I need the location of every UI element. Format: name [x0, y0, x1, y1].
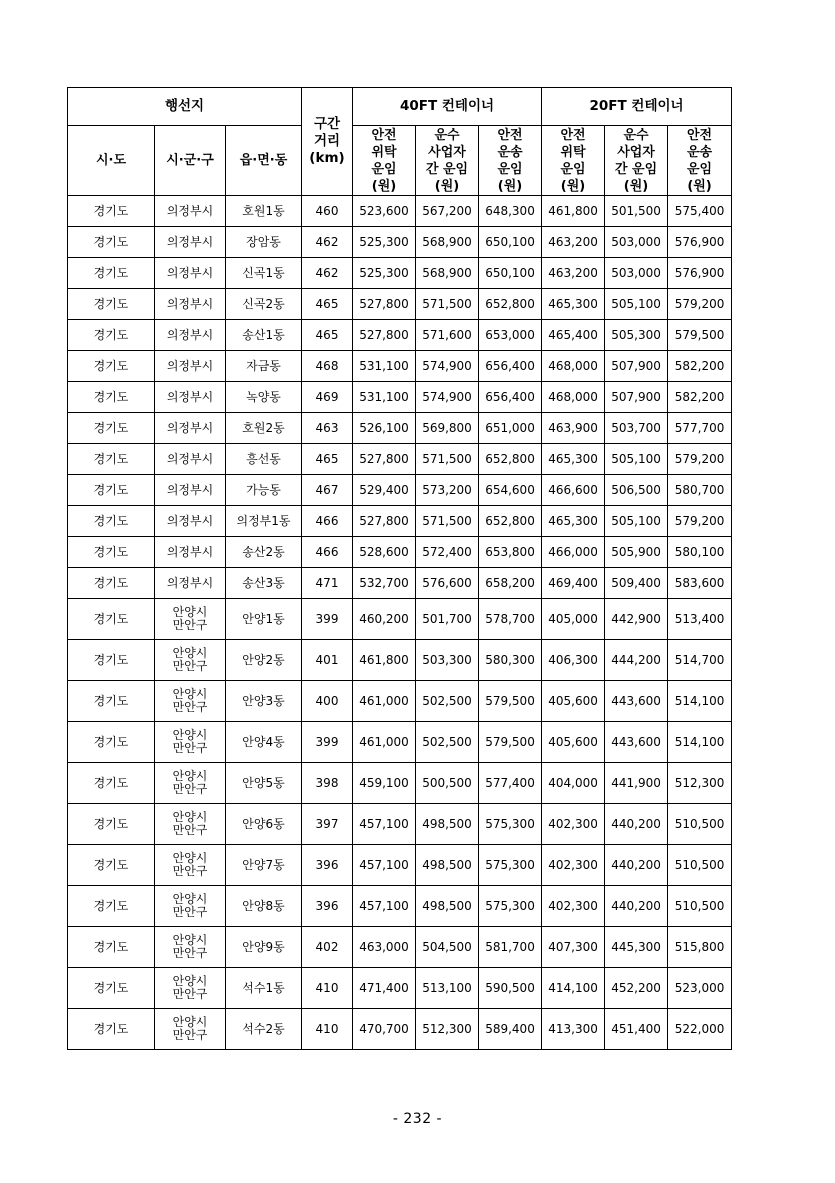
- cell-20ft-safe-consign-rate: 463,200: [542, 227, 605, 258]
- cell-distance-km: 471: [302, 568, 353, 599]
- cell-distance-km: 396: [302, 886, 353, 927]
- cell-20ft-carrier-rate: 505,100: [605, 506, 668, 537]
- cell-sido: 경기도: [68, 227, 155, 258]
- freight-rate-table: [67, 87, 732, 1050]
- table-row: [68, 568, 732, 599]
- cell-40ft-safe-transport-rate: 579,500: [479, 681, 542, 722]
- cell-20ft-safe-consign-rate: 405,000: [542, 599, 605, 640]
- cell-sido: 경기도: [68, 382, 155, 413]
- page-number: - 232 -: [392, 1111, 443, 1127]
- cell-40ft-safe-consign-rate: 470,700: [353, 1009, 416, 1050]
- cell-sido: 경기도: [68, 568, 155, 599]
- cell-40ft-safe-consign-rate: 529,400: [353, 475, 416, 506]
- cell-20ft-carrier-rate: 505,900: [605, 537, 668, 568]
- cell-40ft-carrier-rate: 500,500: [416, 763, 479, 804]
- cell-sido: 경기도: [68, 599, 155, 640]
- cell-eupmyeondong: 녹양동: [226, 382, 302, 413]
- cell-20ft-safe-transport-rate: 580,700: [668, 475, 732, 506]
- cell-20ft-safe-transport-rate: 576,900: [668, 258, 732, 289]
- cell-sido: 경기도: [68, 763, 155, 804]
- cell-40ft-safe-transport-rate: 575,300: [479, 804, 542, 845]
- cell-40ft-safe-consign-rate: 523,600: [353, 196, 416, 227]
- cell-20ft-safe-transport-rate: 575,400: [668, 196, 732, 227]
- cell-sido: 경기도: [68, 196, 155, 227]
- cell-40ft-safe-consign-rate: 457,100: [353, 886, 416, 927]
- cell-sigungu: 안양시 만안구: [155, 722, 226, 763]
- cell-sigungu: 안양시 만안구: [155, 927, 226, 968]
- cell-distance-km: 467: [302, 475, 353, 506]
- cell-20ft-carrier-rate: 503,000: [605, 258, 668, 289]
- cell-40ft-carrier-rate: 571,600: [416, 320, 479, 351]
- cell-20ft-safe-consign-rate: 414,100: [542, 968, 605, 1009]
- cell-sigungu: 안양시 만안구: [155, 763, 226, 804]
- table-row: [68, 382, 732, 413]
- cell-20ft-carrier-rate: 505,100: [605, 289, 668, 320]
- cell-eupmyeondong: 안양7동: [226, 845, 302, 886]
- cell-40ft-safe-transport-rate: 653,800: [479, 537, 542, 568]
- cell-20ft-carrier-rate: 442,900: [605, 599, 668, 640]
- cell-40ft-carrier-rate: 567,200: [416, 196, 479, 227]
- cell-40ft-safe-transport-rate: 580,300: [479, 640, 542, 681]
- cell-sido: 경기도: [68, 722, 155, 763]
- cell-40ft-safe-transport-rate: 652,800: [479, 444, 542, 475]
- cell-40ft-safe-transport-rate: 656,400: [479, 382, 542, 413]
- cell-sido: 경기도: [68, 506, 155, 537]
- cell-distance-km: 398: [302, 763, 353, 804]
- cell-20ft-carrier-rate: 507,900: [605, 382, 668, 413]
- cell-40ft-safe-transport-rate: 577,400: [479, 763, 542, 804]
- cell-sigungu: 안양시 만안구: [155, 640, 226, 681]
- cell-40ft-safe-consign-rate: 531,100: [353, 382, 416, 413]
- cell-40ft-safe-consign-rate: 531,100: [353, 351, 416, 382]
- cell-40ft-safe-transport-rate: 653,000: [479, 320, 542, 351]
- cell-distance-km: 466: [302, 506, 353, 537]
- cell-sigungu: 의정부시: [155, 196, 226, 227]
- cell-distance-km: 469: [302, 382, 353, 413]
- table-row: [68, 927, 732, 968]
- cell-40ft-safe-transport-rate: 652,800: [479, 506, 542, 537]
- cell-20ft-safe-transport-rate: 515,800: [668, 927, 732, 968]
- cell-sigungu: 안양시 만안구: [155, 968, 226, 1009]
- cell-20ft-carrier-rate: 441,900: [605, 763, 668, 804]
- table-row: [68, 258, 732, 289]
- cell-40ft-carrier-rate: 571,500: [416, 289, 479, 320]
- cell-20ft-carrier-rate: 443,600: [605, 681, 668, 722]
- cell-20ft-safe-transport-rate: 523,000: [668, 968, 732, 1009]
- cell-20ft-safe-transport-rate: 579,200: [668, 444, 732, 475]
- cell-sigungu: 안양시 만안구: [155, 1009, 226, 1050]
- cell-40ft-safe-transport-rate: 650,100: [479, 258, 542, 289]
- cell-20ft-carrier-rate: 506,500: [605, 475, 668, 506]
- cell-40ft-safe-transport-rate: 575,300: [479, 845, 542, 886]
- header-20ft-safe-consign-rate: 안전 위탁 운임 (원): [542, 126, 605, 196]
- cell-20ft-safe-transport-rate: 512,300: [668, 763, 732, 804]
- cell-40ft-safe-consign-rate: 459,100: [353, 763, 416, 804]
- cell-20ft-safe-consign-rate: 404,000: [542, 763, 605, 804]
- cell-sido: 경기도: [68, 1009, 155, 1050]
- cell-40ft-safe-consign-rate: 527,800: [353, 444, 416, 475]
- header-40ft-container: 40FT 컨테이너: [353, 88, 542, 126]
- cell-40ft-safe-consign-rate: 471,400: [353, 968, 416, 1009]
- table-row: [68, 681, 732, 722]
- cell-20ft-safe-transport-rate: 579,500: [668, 320, 732, 351]
- cell-40ft-safe-consign-rate: 528,600: [353, 537, 416, 568]
- cell-sigungu: 의정부시: [155, 351, 226, 382]
- cell-sido: 경기도: [68, 320, 155, 351]
- header-40ft-safe-consign-rate: 안전 위탁 운임 (원): [353, 126, 416, 196]
- table-row: [68, 845, 732, 886]
- cell-distance-km: 396: [302, 845, 353, 886]
- cell-40ft-safe-consign-rate: 460,200: [353, 599, 416, 640]
- cell-40ft-safe-transport-rate: 578,700: [479, 599, 542, 640]
- cell-eupmyeondong: 자금동: [226, 351, 302, 382]
- cell-20ft-carrier-rate: 443,600: [605, 722, 668, 763]
- header-eupmyeondong: 읍·면·동: [226, 126, 302, 196]
- cell-sido: 경기도: [68, 640, 155, 681]
- table-row: [68, 763, 732, 804]
- cell-20ft-carrier-rate: 503,700: [605, 413, 668, 444]
- cell-eupmyeondong: 장암동: [226, 227, 302, 258]
- table-row: [68, 475, 732, 506]
- cell-40ft-carrier-rate: 504,500: [416, 927, 479, 968]
- cell-sido: 경기도: [68, 413, 155, 444]
- cell-20ft-safe-transport-rate: 577,700: [668, 413, 732, 444]
- cell-40ft-carrier-rate: 498,500: [416, 845, 479, 886]
- cell-20ft-carrier-rate: 444,200: [605, 640, 668, 681]
- header-40ft-safe-transport-rate: 안전 운송 운임 (원): [479, 126, 542, 196]
- cell-eupmyeondong: 호원2동: [226, 413, 302, 444]
- cell-20ft-safe-consign-rate: 466,000: [542, 537, 605, 568]
- cell-20ft-safe-transport-rate: 510,500: [668, 804, 732, 845]
- cell-sigungu: 의정부시: [155, 444, 226, 475]
- cell-sigungu: 의정부시: [155, 506, 226, 537]
- cell-eupmyeondong: 석수2동: [226, 1009, 302, 1050]
- cell-20ft-safe-transport-rate: 514,700: [668, 640, 732, 681]
- cell-20ft-carrier-rate: 445,300: [605, 927, 668, 968]
- cell-40ft-carrier-rate: 576,600: [416, 568, 479, 599]
- cell-distance-km: 466: [302, 537, 353, 568]
- cell-sigungu: 의정부시: [155, 568, 226, 599]
- cell-eupmyeondong: 안양9동: [226, 927, 302, 968]
- cell-eupmyeondong: 안양6동: [226, 804, 302, 845]
- cell-sigungu: 안양시 만안구: [155, 804, 226, 845]
- cell-40ft-carrier-rate: 573,200: [416, 475, 479, 506]
- table-row: [68, 320, 732, 351]
- cell-40ft-safe-transport-rate: 650,100: [479, 227, 542, 258]
- cell-distance-km: 399: [302, 599, 353, 640]
- cell-20ft-safe-consign-rate: 469,400: [542, 568, 605, 599]
- cell-sido: 경기도: [68, 886, 155, 927]
- cell-eupmyeondong: 신곡1동: [226, 258, 302, 289]
- cell-20ft-safe-consign-rate: 405,600: [542, 722, 605, 763]
- cell-40ft-carrier-rate: 502,500: [416, 681, 479, 722]
- header-20ft-container: 20FT 컨테이너: [542, 88, 732, 126]
- cell-eupmyeondong: 의정부1동: [226, 506, 302, 537]
- cell-20ft-safe-transport-rate: 514,100: [668, 722, 732, 763]
- cell-40ft-carrier-rate: 569,800: [416, 413, 479, 444]
- cell-eupmyeondong: 안양2동: [226, 640, 302, 681]
- cell-20ft-carrier-rate: 505,100: [605, 444, 668, 475]
- cell-20ft-carrier-rate: 507,900: [605, 351, 668, 382]
- cell-eupmyeondong: 안양8동: [226, 886, 302, 927]
- cell-40ft-carrier-rate: 571,500: [416, 444, 479, 475]
- header-20ft-carrier-rate: 운수 사업자 간 운임 (원): [605, 126, 668, 196]
- cell-40ft-safe-transport-rate: 658,200: [479, 568, 542, 599]
- cell-eupmyeondong: 안양4동: [226, 722, 302, 763]
- cell-20ft-carrier-rate: 440,200: [605, 886, 668, 927]
- header-20ft-safe-transport-rate: 안전 운송 운임 (원): [668, 126, 732, 196]
- cell-20ft-safe-consign-rate: 405,600: [542, 681, 605, 722]
- table-row: [68, 722, 732, 763]
- table-row: [68, 506, 732, 537]
- cell-20ft-carrier-rate: 503,000: [605, 227, 668, 258]
- cell-sigungu: 의정부시: [155, 413, 226, 444]
- cell-sido: 경기도: [68, 475, 155, 506]
- cell-eupmyeondong: 송산2동: [226, 537, 302, 568]
- cell-distance-km: 400: [302, 681, 353, 722]
- cell-20ft-safe-consign-rate: 463,900: [542, 413, 605, 444]
- header-40ft-carrier-rate: 운수 사업자 간 운임 (원): [416, 126, 479, 196]
- cell-sigungu: 의정부시: [155, 537, 226, 568]
- cell-40ft-safe-transport-rate: 575,300: [479, 886, 542, 927]
- cell-sigungu: 안양시 만안구: [155, 845, 226, 886]
- cell-20ft-safe-transport-rate: 522,000: [668, 1009, 732, 1050]
- cell-20ft-safe-consign-rate: 402,300: [542, 804, 605, 845]
- cell-sido: 경기도: [68, 804, 155, 845]
- cell-sido: 경기도: [68, 968, 155, 1009]
- cell-eupmyeondong: 가능동: [226, 475, 302, 506]
- cell-20ft-safe-consign-rate: 463,200: [542, 258, 605, 289]
- cell-20ft-safe-consign-rate: 407,300: [542, 927, 605, 968]
- table-row: [68, 289, 732, 320]
- table-row: [68, 537, 732, 568]
- cell-eupmyeondong: 안양3동: [226, 681, 302, 722]
- cell-distance-km: 401: [302, 640, 353, 681]
- cell-40ft-carrier-rate: 571,500: [416, 506, 479, 537]
- cell-20ft-safe-transport-rate: 513,400: [668, 599, 732, 640]
- cell-20ft-carrier-rate: 501,500: [605, 196, 668, 227]
- cell-20ft-safe-consign-rate: 466,600: [542, 475, 605, 506]
- cell-40ft-safe-consign-rate: 463,000: [353, 927, 416, 968]
- cell-eupmyeondong: 흥선동: [226, 444, 302, 475]
- cell-20ft-carrier-rate: 505,300: [605, 320, 668, 351]
- cell-40ft-carrier-rate: 574,900: [416, 351, 479, 382]
- cell-20ft-safe-transport-rate: 510,500: [668, 845, 732, 886]
- cell-20ft-safe-transport-rate: 582,200: [668, 382, 732, 413]
- cell-40ft-safe-transport-rate: 651,000: [479, 413, 542, 444]
- cell-sigungu: 의정부시: [155, 382, 226, 413]
- cell-distance-km: 460: [302, 196, 353, 227]
- cell-20ft-carrier-rate: 509,400: [605, 568, 668, 599]
- header-sido: 시·도: [68, 126, 155, 196]
- cell-sigungu: 안양시 만안구: [155, 599, 226, 640]
- table-row: [68, 227, 732, 258]
- table-row: [68, 804, 732, 845]
- cell-40ft-safe-consign-rate: 457,100: [353, 845, 416, 886]
- cell-40ft-carrier-rate: 513,100: [416, 968, 479, 1009]
- cell-40ft-safe-consign-rate: 525,300: [353, 258, 416, 289]
- cell-40ft-carrier-rate: 572,400: [416, 537, 479, 568]
- cell-20ft-safe-consign-rate: 461,800: [542, 196, 605, 227]
- header-sigungu: 시·군·구: [155, 126, 226, 196]
- cell-sido: 경기도: [68, 537, 155, 568]
- cell-sigungu: 의정부시: [155, 475, 226, 506]
- cell-distance-km: 462: [302, 227, 353, 258]
- cell-distance-km: 465: [302, 289, 353, 320]
- cell-20ft-safe-consign-rate: 465,300: [542, 289, 605, 320]
- cell-distance-km: 465: [302, 444, 353, 475]
- cell-40ft-safe-consign-rate: 457,100: [353, 804, 416, 845]
- cell-40ft-safe-transport-rate: 590,500: [479, 968, 542, 1009]
- cell-20ft-carrier-rate: 440,200: [605, 804, 668, 845]
- cell-eupmyeondong: 송산3동: [226, 568, 302, 599]
- cell-20ft-safe-transport-rate: 579,200: [668, 289, 732, 320]
- cell-40ft-carrier-rate: 501,700: [416, 599, 479, 640]
- cell-40ft-safe-consign-rate: 461,000: [353, 722, 416, 763]
- cell-sigungu: 안양시 만안구: [155, 886, 226, 927]
- cell-sido: 경기도: [68, 351, 155, 382]
- cell-sido: 경기도: [68, 289, 155, 320]
- cell-40ft-safe-consign-rate: 527,800: [353, 506, 416, 537]
- table-row: [68, 351, 732, 382]
- cell-40ft-safe-transport-rate: 589,400: [479, 1009, 542, 1050]
- cell-20ft-safe-consign-rate: 402,300: [542, 845, 605, 886]
- cell-20ft-safe-transport-rate: 514,100: [668, 681, 732, 722]
- cell-sido: 경기도: [68, 681, 155, 722]
- cell-40ft-safe-transport-rate: 648,300: [479, 196, 542, 227]
- table-header: [68, 88, 732, 196]
- cell-eupmyeondong: 안양5동: [226, 763, 302, 804]
- cell-eupmyeondong: 안양1동: [226, 599, 302, 640]
- cell-40ft-safe-consign-rate: 461,800: [353, 640, 416, 681]
- cell-sigungu: 안양시 만안구: [155, 681, 226, 722]
- cell-40ft-safe-consign-rate: 527,800: [353, 320, 416, 351]
- cell-distance-km: 410: [302, 1009, 353, 1050]
- cell-20ft-safe-transport-rate: 582,200: [668, 351, 732, 382]
- cell-40ft-safe-transport-rate: 654,600: [479, 475, 542, 506]
- header-destination: 행선지: [68, 88, 302, 126]
- cell-40ft-safe-transport-rate: 579,500: [479, 722, 542, 763]
- table-row: [68, 1009, 732, 1050]
- cell-sigungu: 의정부시: [155, 227, 226, 258]
- cell-40ft-safe-consign-rate: 527,800: [353, 289, 416, 320]
- cell-distance-km: 399: [302, 722, 353, 763]
- cell-20ft-safe-transport-rate: 576,900: [668, 227, 732, 258]
- table-row: [68, 968, 732, 1009]
- cell-sido: 경기도: [68, 444, 155, 475]
- cell-20ft-safe-consign-rate: 413,300: [542, 1009, 605, 1050]
- cell-40ft-safe-consign-rate: 532,700: [353, 568, 416, 599]
- cell-sigungu: 의정부시: [155, 258, 226, 289]
- cell-eupmyeondong: 석수1동: [226, 968, 302, 1009]
- cell-20ft-safe-consign-rate: 402,300: [542, 886, 605, 927]
- cell-20ft-safe-consign-rate: 465,300: [542, 506, 605, 537]
- cell-distance-km: 465: [302, 320, 353, 351]
- cell-20ft-safe-consign-rate: 468,000: [542, 382, 605, 413]
- table-body: [68, 196, 732, 1050]
- cell-sido: 경기도: [68, 927, 155, 968]
- cell-40ft-carrier-rate: 512,300: [416, 1009, 479, 1050]
- cell-distance-km: 410: [302, 968, 353, 1009]
- cell-eupmyeondong: 송산1동: [226, 320, 302, 351]
- cell-20ft-safe-consign-rate: 465,400: [542, 320, 605, 351]
- cell-20ft-safe-consign-rate: 465,300: [542, 444, 605, 475]
- cell-sigungu: 의정부시: [155, 289, 226, 320]
- cell-40ft-carrier-rate: 498,500: [416, 886, 479, 927]
- cell-distance-km: 463: [302, 413, 353, 444]
- cell-sido: 경기도: [68, 258, 155, 289]
- cell-40ft-safe-transport-rate: 656,400: [479, 351, 542, 382]
- header-distance: 구간 거리 (km): [302, 88, 353, 196]
- cell-20ft-safe-transport-rate: 579,200: [668, 506, 732, 537]
- table-row: [68, 640, 732, 681]
- table-row: [68, 196, 732, 227]
- cell-sido: 경기도: [68, 845, 155, 886]
- cell-40ft-safe-consign-rate: 526,100: [353, 413, 416, 444]
- table-row: [68, 886, 732, 927]
- cell-20ft-safe-consign-rate: 406,300: [542, 640, 605, 681]
- cell-distance-km: 402: [302, 927, 353, 968]
- cell-40ft-carrier-rate: 503,300: [416, 640, 479, 681]
- table-row: [68, 444, 732, 475]
- cell-40ft-safe-consign-rate: 461,000: [353, 681, 416, 722]
- cell-40ft-carrier-rate: 498,500: [416, 804, 479, 845]
- cell-20ft-safe-transport-rate: 580,100: [668, 537, 732, 568]
- cell-eupmyeondong: 호원1동: [226, 196, 302, 227]
- cell-20ft-safe-transport-rate: 510,500: [668, 886, 732, 927]
- cell-distance-km: 468: [302, 351, 353, 382]
- cell-20ft-carrier-rate: 452,200: [605, 968, 668, 1009]
- cell-20ft-safe-transport-rate: 583,600: [668, 568, 732, 599]
- cell-20ft-carrier-rate: 440,200: [605, 845, 668, 886]
- cell-40ft-safe-transport-rate: 581,700: [479, 927, 542, 968]
- cell-20ft-safe-consign-rate: 468,000: [542, 351, 605, 382]
- cell-40ft-carrier-rate: 574,900: [416, 382, 479, 413]
- cell-40ft-safe-transport-rate: 652,800: [479, 289, 542, 320]
- cell-20ft-carrier-rate: 451,400: [605, 1009, 668, 1050]
- table-row: [68, 413, 732, 444]
- cell-distance-km: 462: [302, 258, 353, 289]
- table-row: [68, 599, 732, 640]
- cell-sigungu: 의정부시: [155, 320, 226, 351]
- cell-40ft-safe-consign-rate: 525,300: [353, 227, 416, 258]
- cell-40ft-carrier-rate: 568,900: [416, 227, 479, 258]
- cell-40ft-carrier-rate: 502,500: [416, 722, 479, 763]
- cell-40ft-carrier-rate: 568,900: [416, 258, 479, 289]
- cell-distance-km: 397: [302, 804, 353, 845]
- cell-eupmyeondong: 신곡2동: [226, 289, 302, 320]
